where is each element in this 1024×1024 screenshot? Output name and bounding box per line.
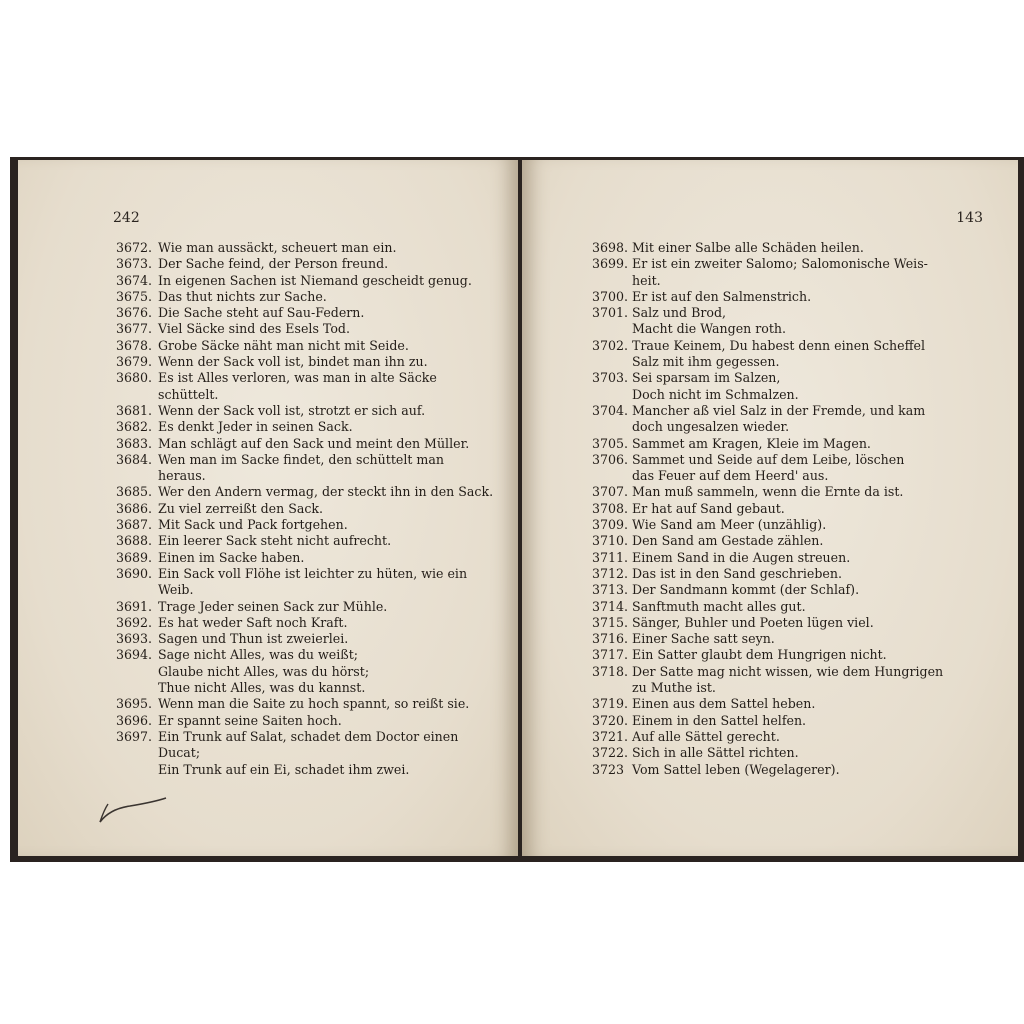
proverb-number: 3677. [116, 321, 153, 337]
proverb-text: Es denkt Jeder in seinen Sack. [158, 419, 353, 435]
right-page-number: 143 [956, 210, 983, 226]
proverb-text: In eigenen Sachen ist Niemand gescheidt genug. [158, 272, 472, 288]
left-entries [18, 240, 518, 778]
proverb-line [18, 240, 518, 256]
proverb-line [18, 696, 518, 712]
proverb-text: Das thut nichts zur Sache. [158, 288, 327, 304]
proverb-text: Er ist ein zweiter Salomo; Salomonische Weis- [632, 256, 928, 272]
proverb-number: 3715. [592, 614, 629, 630]
proverb-number: 3714. [592, 598, 629, 614]
proverb-number: 3697. [116, 728, 153, 744]
proverb-text: Sei sparsam im Salzen, [632, 370, 781, 386]
proverb-text: Man muß sammeln, wenn die Ernte da ist. [632, 484, 904, 500]
proverb-text: Der Sandmann kommt (der Schlaf). [632, 582, 860, 598]
proverb-text: heraus. [158, 468, 206, 484]
proverb-line [18, 729, 518, 745]
proverb-text: Sammet am Kragen, Kleie im Magen. [632, 435, 871, 451]
proverb-line [522, 550, 1018, 566]
proverb-line [18, 305, 518, 321]
proverb-text: Wenn man die Saite zu hoch spannt, so reißt sie. [158, 696, 470, 712]
proverb-text: das Feuer auf dem Heerd' aus. [632, 468, 829, 484]
proverb-line [18, 647, 518, 663]
proverb-text: Traue Keinem, Du habest denn einen Scheffel [632, 337, 926, 353]
proverb-line [522, 436, 1018, 452]
proverb-line [522, 566, 1018, 582]
proverb-number: 3706. [592, 451, 629, 467]
proverb-line [18, 419, 518, 435]
proverb-text: Weib. [158, 582, 194, 598]
proverb-number: 3673. [116, 256, 153, 272]
proverb-line [18, 501, 518, 517]
proverb-line [18, 403, 518, 419]
proverb-number: 3692. [116, 614, 153, 630]
proverb-text: heit. [632, 272, 661, 288]
proverb-line [522, 468, 1018, 484]
proverb-text: doch ungesalzen wieder. [632, 419, 790, 435]
proverb-line [18, 452, 518, 468]
proverb-text: Sammet und Seide auf dem Leibe, löschen [632, 451, 905, 467]
proverb-line [522, 631, 1018, 647]
proverb-line [522, 533, 1018, 549]
proverb-text: Es hat weder Saft noch Kraft. [158, 614, 348, 630]
proverb-number: 3679. [116, 354, 153, 370]
proverb-text: Man schlägt auf den Sack und meint den Müller. [158, 435, 470, 451]
proverb-text: Der Satte mag nicht wissen, wie dem Hungrigen [632, 663, 944, 679]
proverb-number: 3680. [116, 370, 153, 386]
proverb-line [522, 615, 1018, 631]
proverb-number: 3694. [116, 647, 153, 663]
proverb-text: Wenn der Sack voll ist, strotzt er sich auf. [158, 402, 426, 418]
proverb-number: 3676. [116, 305, 153, 321]
proverb-text: Sich in alle Sättel richten. [632, 745, 799, 761]
proverb-text: Einen im Sacke haben. [158, 549, 305, 565]
proverb-number: 3674. [116, 272, 153, 288]
proverb-text: Zu viel zerreißt den Sack. [158, 500, 324, 516]
proverb-line [522, 729, 1018, 745]
proverb-line [522, 256, 1018, 272]
proverb-text: Ein Trunk auf Salat, schadet dem Doctor einen [158, 728, 459, 744]
proverb-text: Sanftmuth macht alles gut. [632, 598, 806, 614]
proverb-line [18, 517, 518, 533]
proverb-number: 3707. [592, 484, 629, 500]
proverb-number: 3683. [116, 435, 153, 451]
proverb-line [522, 321, 1018, 337]
proverb-number: 3700. [592, 288, 629, 304]
proverb-number: 3712. [592, 565, 629, 581]
proverb-text: Wie Sand am Meer (unzählig). [632, 517, 827, 533]
proverb-line [522, 370, 1018, 386]
proverb-line [522, 305, 1018, 321]
proverb-line [522, 664, 1018, 680]
proverb-number: 3684. [116, 451, 153, 467]
proverb-number: 3696. [116, 712, 153, 728]
proverb-text: Glaube nicht Alles, was du hörst; [158, 663, 370, 679]
proverb-number: 3708. [592, 500, 629, 516]
proverb-number: 3723 [592, 761, 625, 777]
proverb-line [18, 599, 518, 615]
proverb-text: Ein Sack voll Flöhe ist leichter zu hüten, wie ein [158, 565, 468, 581]
proverb-line [522, 484, 1018, 500]
proverb-text: Mit Sack und Pack fortgehen. [158, 517, 348, 533]
open-book [10, 157, 1024, 862]
proverb-number: 3716. [592, 631, 629, 647]
proverb-number: 3722. [592, 745, 629, 761]
proverb-text: Grobe Säcke näht man nicht mit Seide. [158, 337, 409, 353]
proverb-number: 3705. [592, 435, 629, 451]
proverb-text: Viel Säcke sind des Esels Tod. [158, 321, 350, 337]
proverb-text: schüttelt. [158, 386, 219, 402]
proverb-text: Einen aus dem Sattel heben. [632, 696, 816, 712]
proverb-number: 3678. [116, 337, 153, 353]
right-page [522, 160, 1018, 856]
right-entries [522, 240, 1018, 778]
proverb-number: 3687. [116, 517, 153, 533]
proverb-number: 3704. [592, 402, 629, 418]
proverb-line [18, 387, 518, 403]
proverb-number: 3699. [592, 256, 629, 272]
left-page [18, 160, 518, 856]
proverb-text: Mit einer Salbe alle Schäden heilen. [632, 240, 864, 255]
proverb-text: Doch nicht im Schmalzen. [632, 386, 799, 402]
proverb-line [18, 713, 518, 729]
proverb-number: 3695. [116, 696, 153, 712]
proverb-text: Wenn der Sack voll ist, bindet man ihn zu. [158, 354, 428, 370]
proverb-number: 3703. [592, 370, 629, 386]
proverb-text: Macht die Wangen roth. [632, 321, 787, 337]
proverb-number: 3685. [116, 484, 153, 500]
proverb-line [522, 387, 1018, 403]
proverb-line [522, 240, 1018, 256]
proverb-number: 3690. [116, 565, 153, 581]
proverb-text: Ein leerer Sack steht nicht aufrecht. [158, 533, 392, 549]
proverb-number: 3672. [116, 240, 153, 255]
proverb-text: Die Sache steht auf Sau-Federn. [158, 305, 365, 321]
proverb-text: Wer den Andern vermag, der steckt ihn in den Sack. [158, 484, 494, 500]
proverb-text: Trage Jeder seinen Sack zur Mühle. [158, 598, 388, 614]
proverb-text: Auf alle Sättel gerecht. [632, 728, 780, 744]
proverb-text: Wie man aussäckt, scheuert man ein. [158, 240, 397, 255]
proverb-line [18, 436, 518, 452]
proverb-text: Thue nicht Alles, was du kannst. [158, 680, 366, 696]
proverb-text: Vom Sattel leben (Wegelagerer). [632, 761, 840, 777]
proverb-text: Salz mit ihm gegessen. [632, 354, 780, 370]
proverb-line [522, 713, 1018, 729]
proverb-number: 3718. [592, 663, 629, 679]
proverb-line [18, 321, 518, 337]
proverb-line [18, 484, 518, 500]
proverb-line [18, 550, 518, 566]
proverb-line [522, 419, 1018, 435]
proverb-number: 3702. [592, 337, 629, 353]
proverb-line [18, 256, 518, 272]
proverb-line [522, 517, 1018, 533]
proverb-line [522, 338, 1018, 354]
proverb-number: 3698. [592, 240, 629, 255]
proverb-line [522, 273, 1018, 289]
proverb-line [522, 452, 1018, 468]
proverb-text: Ducat; [158, 745, 201, 761]
proverb-line [18, 582, 518, 598]
proverb-line [522, 647, 1018, 663]
proverb-number: 3709. [592, 517, 629, 533]
left-page-number: 242 [113, 210, 140, 226]
pen-check-mark [96, 788, 170, 828]
proverb-number: 3720. [592, 712, 629, 728]
proverb-text: Sagen und Thun ist zweierlei. [158, 631, 349, 647]
proverb-line [18, 468, 518, 484]
proverb-number: 3682. [116, 419, 153, 435]
proverb-number: 3721. [592, 728, 629, 744]
proverb-line [18, 338, 518, 354]
proverb-number: 3693. [116, 631, 153, 647]
proverb-text: Mancher aß viel Salz in der Fremde, und kam [632, 402, 926, 418]
proverb-line [522, 354, 1018, 370]
proverb-line [18, 680, 518, 696]
proverb-text: Sage nicht Alles, was du weißt; [158, 647, 358, 663]
proverb-text: Einem in den Sattel helfen. [632, 712, 807, 728]
proverb-text: Ein Trunk auf ein Ei, schadet ihm zwei. [158, 761, 410, 777]
proverb-number: 3681. [116, 402, 153, 418]
proverb-line [522, 599, 1018, 615]
proverb-number: 3711. [592, 549, 629, 565]
proverb-line [522, 289, 1018, 305]
proverb-text: Sänger, Buhler und Poeten lügen viel. [632, 614, 874, 630]
proverb-line [522, 745, 1018, 761]
proverb-text: Salz und Brod, [632, 305, 727, 321]
proverb-text: Er ist auf den Salmenstrich. [632, 288, 812, 304]
proverb-line [18, 370, 518, 386]
proverb-line [18, 615, 518, 631]
proverb-line [18, 566, 518, 582]
proverb-line [522, 582, 1018, 598]
proverb-line [18, 289, 518, 305]
proverb-text: Wen man im Sacke findet, den schüttelt man [158, 451, 444, 467]
proverb-number: 3686. [116, 500, 153, 516]
proverb-number: 3719. [592, 696, 629, 712]
proverb-number: 3701. [592, 305, 629, 321]
proverb-number: 3675. [116, 288, 153, 304]
proverb-number: 3689. [116, 549, 153, 565]
proverb-line [18, 273, 518, 289]
proverb-number: 3710. [592, 533, 629, 549]
proverb-line [522, 403, 1018, 419]
proverb-line [522, 696, 1018, 712]
proverb-text: Der Sache feind, der Person freund. [158, 256, 389, 272]
proverb-line [18, 762, 518, 778]
proverb-text: Er spannt seine Saiten hoch. [158, 712, 342, 728]
proverb-text: Er hat auf Sand gebaut. [632, 500, 785, 516]
proverb-line [522, 762, 1018, 778]
proverb-text: Ein Satter glaubt dem Hungrigen nicht. [632, 647, 887, 663]
proverb-number: 3688. [116, 533, 153, 549]
proverb-number: 3717. [592, 647, 629, 663]
proverb-text: Das ist in den Sand geschrieben. [632, 565, 842, 581]
proverb-text: Einer Sache satt seyn. [632, 631, 775, 647]
proverb-line [18, 631, 518, 647]
proverb-text: Einem Sand in die Augen streuen. [632, 549, 851, 565]
proverb-text: Den Sand am Gestade zählen. [632, 533, 824, 549]
proverb-line [522, 680, 1018, 696]
proverb-line [522, 501, 1018, 517]
proverb-text: zu Muthe ist. [632, 680, 716, 696]
proverb-text: Es ist Alles verloren, was man in alte Säcke [158, 370, 437, 386]
proverb-number: 3691. [116, 598, 153, 614]
proverb-number: 3713. [592, 582, 629, 598]
proverb-line [18, 533, 518, 549]
proverb-line [18, 664, 518, 680]
proverb-line [18, 745, 518, 761]
proverb-line [18, 354, 518, 370]
